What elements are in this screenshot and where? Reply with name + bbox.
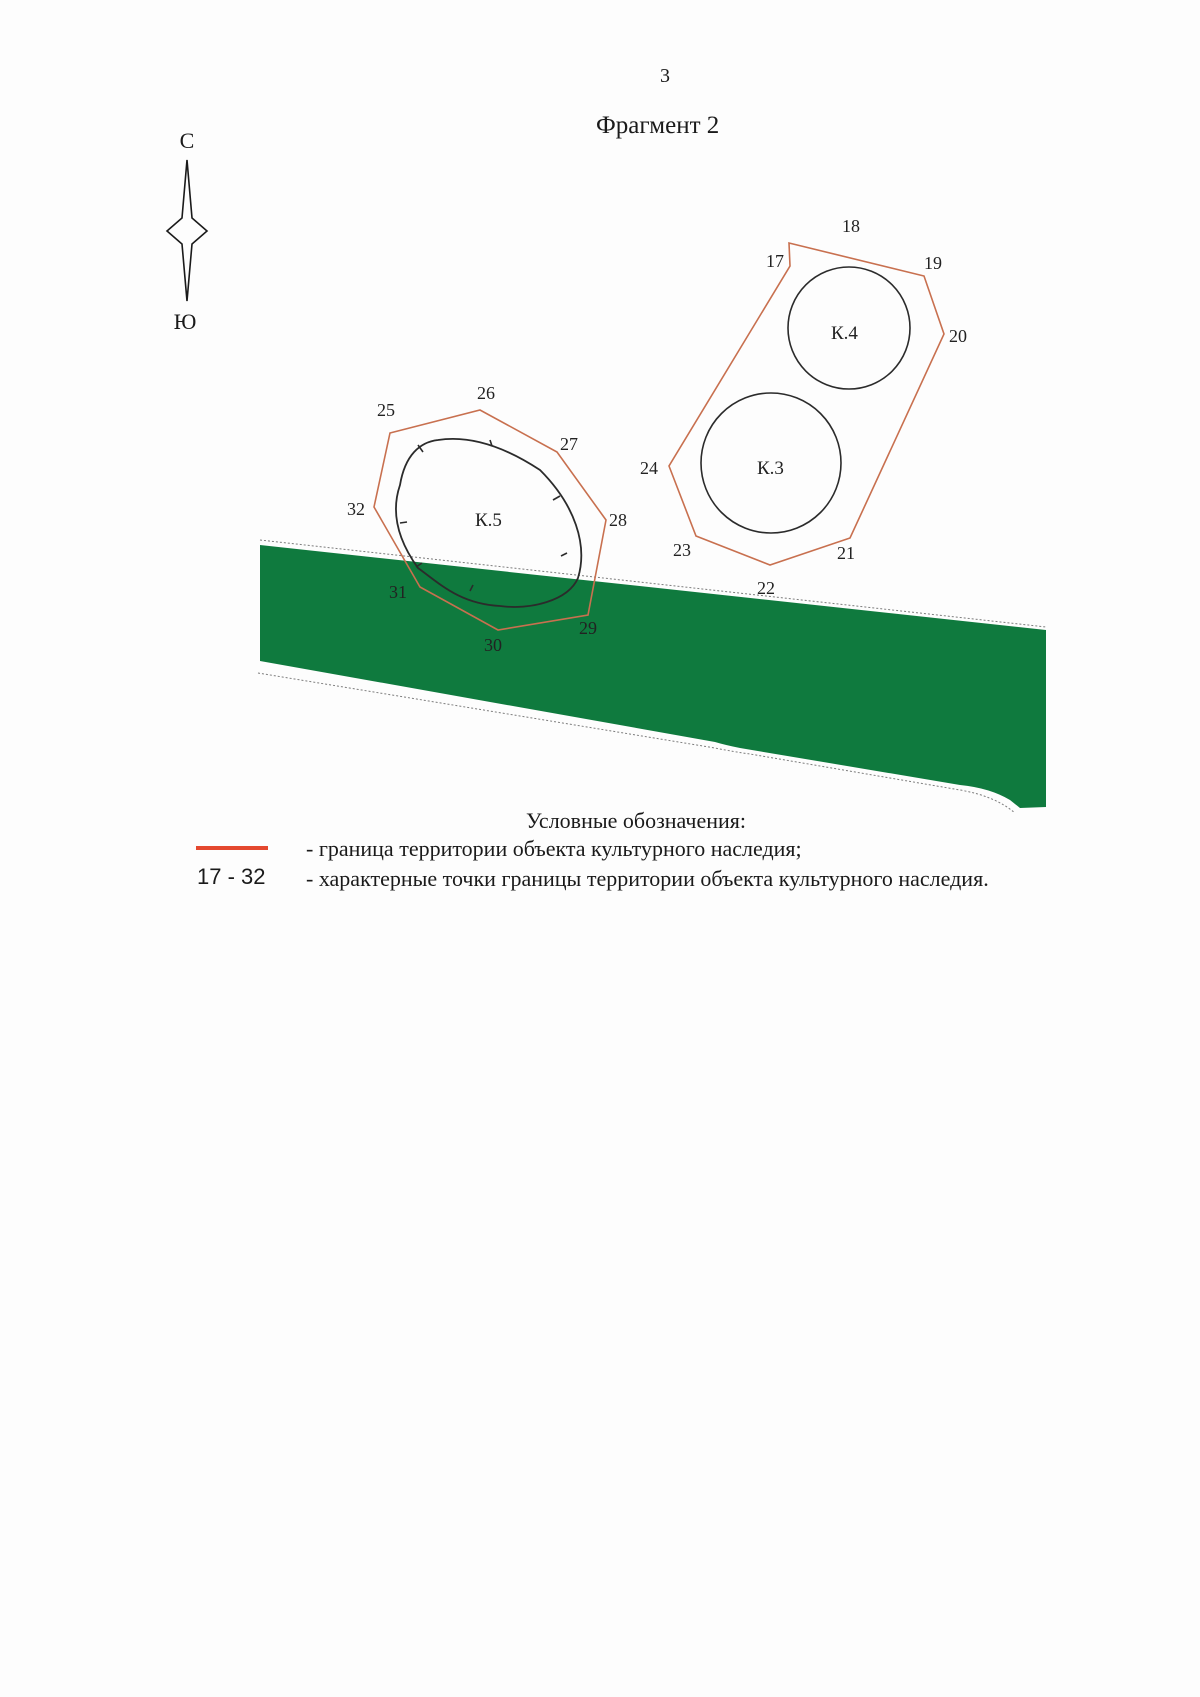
point-label-20: 20 [949, 326, 967, 346]
point-label-27: 27 [560, 434, 578, 454]
page-number: 3 [660, 65, 670, 87]
point-label-24: 24 [640, 458, 658, 478]
compass-south-label: Ю [173, 309, 197, 334]
point-label-29: 29 [579, 618, 597, 638]
legend-points-text: - характерные точки границы территории объекта культурного наследия. [306, 866, 989, 891]
point-label-19: 19 [924, 253, 942, 273]
point-label-23: 23 [673, 540, 691, 560]
legend-title: Условные обозначения: [526, 808, 747, 833]
point-label-25: 25 [377, 400, 395, 420]
point-label-31: 31 [389, 582, 407, 602]
green-zone [260, 545, 1046, 808]
point-label-22: 22 [757, 578, 775, 598]
point-label-21: 21 [837, 543, 855, 563]
object-k3-label: К.3 [757, 458, 784, 479]
fragment-title: Фрагмент 2 [596, 112, 720, 139]
legend-boundary-swatch [196, 846, 268, 850]
boundary-polygon-17-24 [669, 243, 944, 565]
point-label-32: 32 [347, 499, 365, 519]
point-label-18: 18 [842, 216, 860, 236]
point-label-17: 17 [766, 251, 784, 271]
point-label-26: 26 [477, 383, 495, 403]
point-label-28: 28 [609, 510, 627, 530]
object-k5-label: К.5 [475, 510, 502, 531]
compass-north-label: С [179, 128, 195, 153]
point-label-30: 30 [484, 635, 502, 655]
legend-boundary-text: - граница территории объекта культурного наследия; [306, 836, 802, 861]
legend-points-label: 17 - 32 [197, 864, 266, 889]
object-k4-label: К.4 [831, 323, 858, 344]
